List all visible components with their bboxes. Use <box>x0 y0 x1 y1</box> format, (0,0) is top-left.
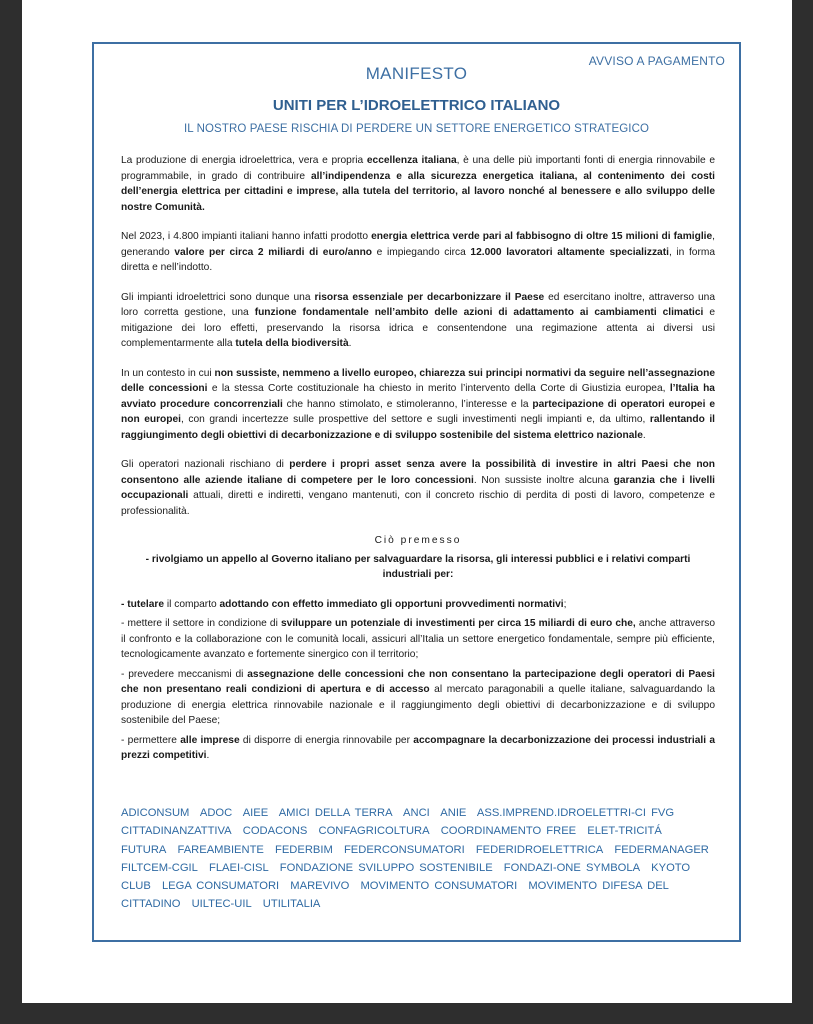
text: Nel 2023, i 4.800 impianti italiani hanno infatti prodotto <box>121 231 372 242</box>
signatory: ADOC <box>199 807 233 819</box>
bold-text: energia elettrica verde pari al fabbisogno di oltre 15 milioni di famiglie <box>371 231 713 242</box>
signatory: COORDINAMENTO FREE <box>440 825 577 838</box>
paragraph-2 <box>121 229 715 276</box>
bold-text: rallentando il raggiungimento degli obiettivi di decarbonizzazione e di sviluppo sostenibile del sistema elettrico nazionale <box>121 414 716 441</box>
subheadline: IL NOSTRO PAESE RISCHIA DI PERDERE UN SETTORE ENERGETICO STRATEGICO <box>183 123 650 135</box>
signatory: MAREVIVO <box>290 880 350 893</box>
signatory: CONFAGRICOLTURA <box>318 825 430 838</box>
text: di disporre di energia rinnovabile per <box>239 734 414 746</box>
signatory: UILTEC-UIL <box>191 898 252 911</box>
page-sheet <box>22 0 792 1003</box>
signatory: FEDERCONSUMATORI <box>343 843 465 856</box>
demands-list <box>121 597 715 764</box>
text: il comparto <box>164 598 220 610</box>
bold-text: tutela della biodiversità <box>235 338 349 349</box>
text: - prevedere meccanismi di <box>121 668 248 680</box>
signatory: FONDAZIONE SVILUPPO SOSTENIBILE <box>279 861 493 874</box>
text: , in forma diretta e nell’indotto. <box>121 246 716 273</box>
signatory: FILTCEM-CGIL <box>121 861 198 874</box>
bold-text: - tutelare <box>121 598 165 610</box>
paragraph-5 <box>121 457 715 519</box>
bold-text: 12.000 lavoratori altamente specializzati <box>470 246 669 258</box>
page-title: MANIFESTO <box>365 64 468 83</box>
appeal-text: - rivolgiamo un appello al Governo italiano per salvaguardare la risorsa, gli interessi pubblici e i relativi comparti industriali per: <box>145 553 691 580</box>
text: attuali, diretti e indiretti, vengano mantenuti, con il concreto rischio di perdita di posti di lavoro, competenze e professionalità. <box>121 490 715 517</box>
text: al mercato paragonabili a quelle italiane, salvaguardando la produzione di energia elettrica rinnovabile nazionale e il raggiungimento degli obiettivi di decarbonizzazione e di sviluppo sostenibile del Paese; <box>121 684 715 726</box>
premise-heading: Ciò premesso <box>374 535 462 546</box>
text: , è una delle più importanti fonti di energia rinnovabile e programmabile, in grado di contribuire <box>121 155 715 182</box>
signatory: FEDERIDROELETTRICA <box>475 843 604 856</box>
list-item <box>121 616 715 663</box>
text: che hanno stimolato, e stimoleranno, l’interesse e la <box>282 398 533 410</box>
signatory: FEDERBIM <box>275 843 333 856</box>
signatory: FLAEI-CISL <box>208 861 269 874</box>
signatory: ANIE <box>440 807 467 819</box>
text: ; <box>563 598 567 610</box>
text: e la stessa Corte costituzionale ha chiesto in merito l’intervento della Corte di Giustizia europea, <box>207 383 670 394</box>
manifesto-body <box>121 153 715 768</box>
text: - mettere il settore in condizione di <box>121 618 281 629</box>
signatory: UTILITALIA <box>262 898 321 911</box>
signatories-list <box>121 804 715 914</box>
text: . <box>348 338 352 349</box>
signatory: FONDAZI-ONE SYMBOLA <box>503 861 641 874</box>
signatory: LEGA CONSUMATORI <box>161 880 280 893</box>
manifesto-frame <box>92 42 741 942</box>
bold-text: perdere i propri asset senza avere la possibilità di investire in altri Paesi che non consentono alle aziende italiane di competere per le loro concessioni <box>121 459 715 486</box>
bold-text: valore per circa 2 miliardi di euro/anno <box>174 246 373 258</box>
signatory: CITTADINANZATTIVA <box>121 825 232 838</box>
signatory: ADICONSUM <box>121 807 190 819</box>
text: - permettere <box>121 734 181 746</box>
bold-text: l’Italia ha avviato procedure concorrenziali <box>121 383 715 410</box>
signatory: MOVIMENTO CONSUMATORI <box>360 880 518 893</box>
bold-text: adottando con effetto immediato gli opportuni provvedimenti normativi <box>219 598 564 610</box>
paragraph-1 <box>121 153 715 215</box>
paragraph-3 <box>121 290 715 352</box>
text: Gli impianti idroelettrici sono dunque una <box>121 291 315 303</box>
signatory: AMICI DELLA TERRA <box>278 807 393 819</box>
text: La produzione di energia idroelettrica, vera e propria <box>121 155 367 166</box>
text: , generando <box>121 231 715 258</box>
signatory: KYOTO CLUB <box>121 861 691 893</box>
text: e impiegando circa <box>372 246 471 258</box>
bold-text: risorsa essenziale per decarbonizzare il Paese <box>314 291 545 303</box>
list-item <box>121 733 715 764</box>
text: ed esercitano inoltre, attraverso una loro corretta gestione, una <box>121 291 715 318</box>
text: . <box>642 429 646 441</box>
text: Gli operatori nazionali rischiano di <box>121 459 290 470</box>
bold-text: assegnazione delle concessioni che non consentano la partecipazione degli operatori di Paesi che non presentano reali condizioni di apertura e di accesso <box>121 668 715 695</box>
bold-text: non sussiste, nemmeno a livello europeo, chiarezza sui principi normativi da seguire nell’assegnazione delle concessioni <box>121 367 715 394</box>
signatory: FAREAMBIENTE <box>177 843 264 856</box>
bold-text: funzione fondamentale nell’ambito delle azioni di adattamento ai cambiamenti climatici <box>254 307 704 318</box>
paragraph-4 <box>121 366 715 444</box>
signatory: ASS.IMPREND.IDROELETTRI-CI FVG <box>476 807 675 819</box>
bold-text: alle imprese <box>180 734 240 746</box>
bold-text: partecipazione di operatori europei e non europei <box>121 398 715 425</box>
bold-text: eccellenza italiana <box>366 155 457 166</box>
list-item <box>121 667 715 729</box>
signatory: ANCI <box>403 807 430 819</box>
signatory: AIEE <box>242 807 269 819</box>
list-item <box>121 597 715 613</box>
paid-notice: AVVISO A PAGAMENTO <box>588 54 725 68</box>
signatory: CODACONS <box>242 825 308 838</box>
signatory: ELET-TRICITÁ FUTURA <box>121 825 662 856</box>
bold-text: all’indipendenza e alla sicurezza energetica italiana, al contenimento dei costi dell’energia elettrica per cittadini e imprese, alla tutela del territorio, al lavoro nonché al benessere e allo sviluppo delle nostre Comunità. <box>121 170 715 213</box>
signatory: FEDERMANAGER <box>614 843 709 856</box>
signatory: MOVIMENTO DIFESA DEL CITTADINO <box>121 880 669 911</box>
text: anche attraverso il confronto e la collaborazione con le comunità locali, assicuri all’Italia un settore energetico fondamentale, sempre più efficiente, tecnologicamente avanzato e fortemente sinergico con il territorio; <box>121 618 715 660</box>
text: . Non sussiste inoltre alcuna <box>473 474 614 486</box>
bold-text: garanzia che i livelli occupazionali <box>121 474 715 501</box>
text: In un contesto in cui <box>121 367 215 379</box>
text: , con grandi incertezze sulle prospettive del settore e sugli investimenti negli impianti e, da ultimo, <box>181 414 650 425</box>
text: e mitigazione dei loro effetti, preservando la risorsa idrica e consentendone una regimazione attenta ai diversi usi complementarmente alla <box>121 307 715 349</box>
bold-text: sviluppare un potenziale di investimenti per circa 15 miliardi di euro che, <box>280 618 636 629</box>
text: . <box>206 750 210 761</box>
bold-text: accompagnare la decarbonizzazione dei processi industriali a prezzi competitivi <box>121 734 715 761</box>
headline: UNITI PER L’IDROELETTRICO ITALIANO <box>272 97 561 114</box>
